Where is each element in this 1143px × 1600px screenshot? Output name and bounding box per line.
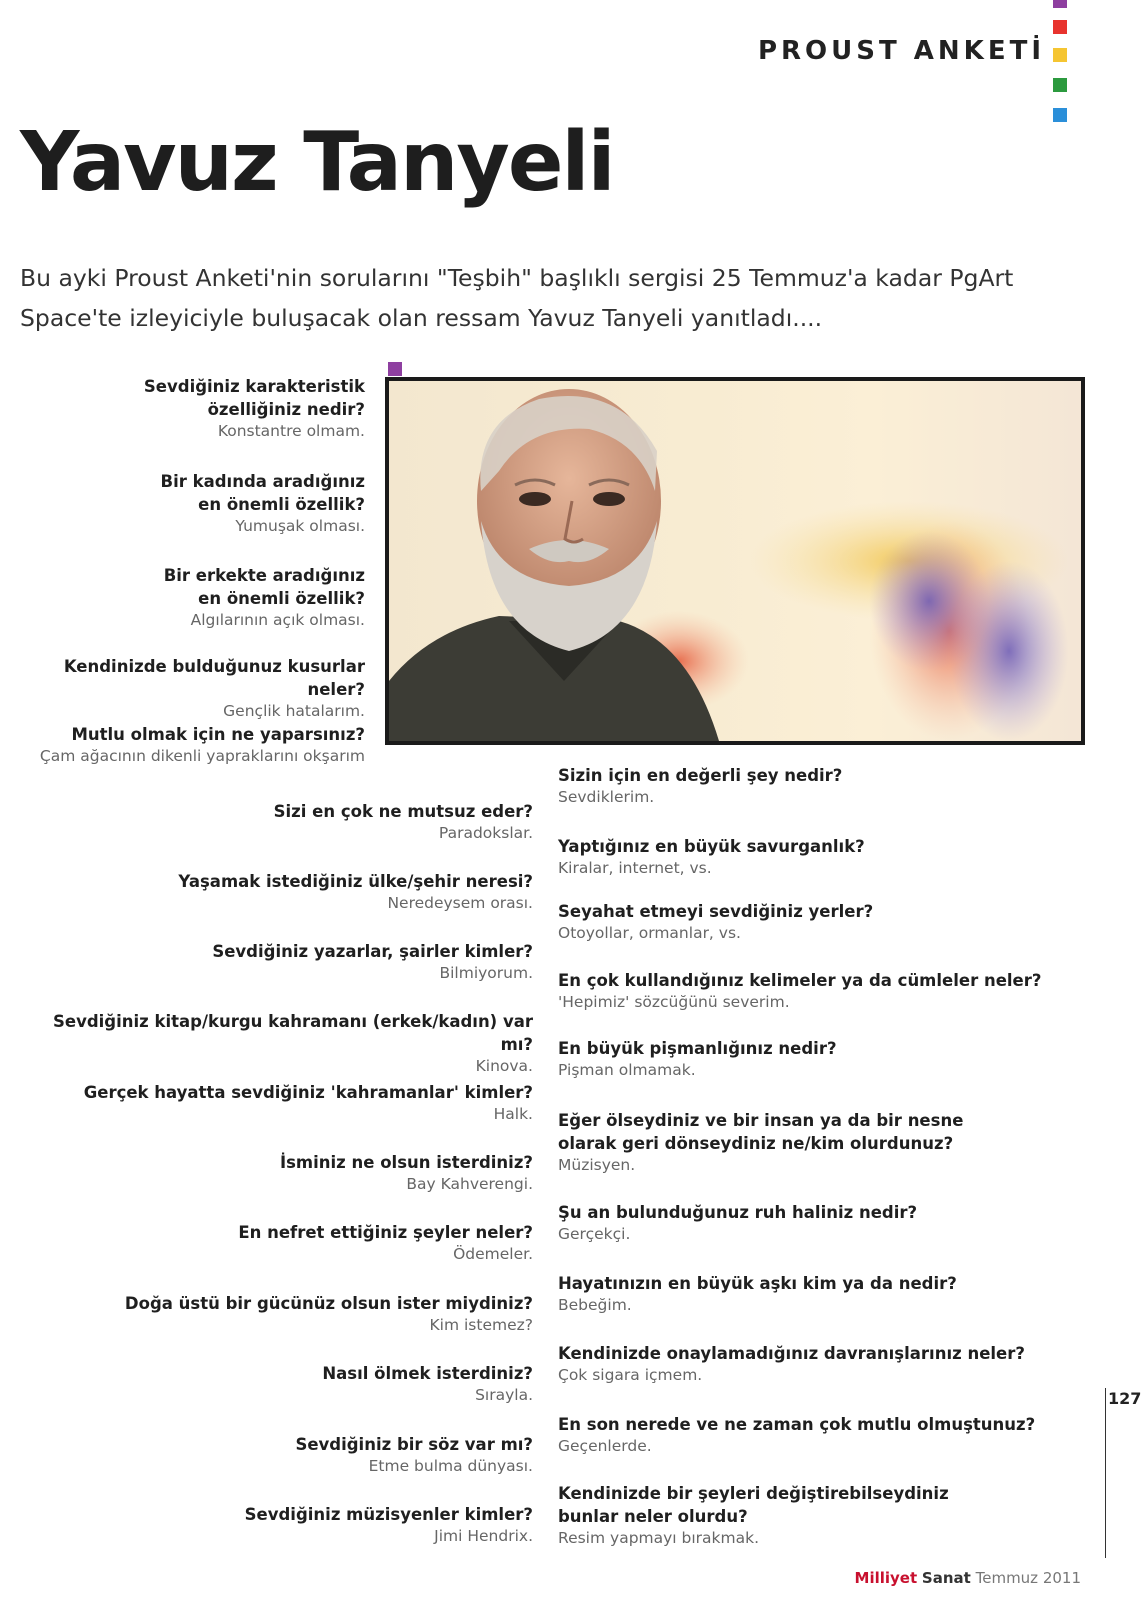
qa-item (558, 1342, 1058, 1386)
answer: Bebeğim. (558, 1296, 632, 1314)
answer: Kinova. (475, 1057, 533, 1075)
color-square-green (1053, 78, 1067, 92)
question: Kendinizde bulduğunuz kusurlar neler? (63, 657, 365, 699)
portrait-photo (385, 377, 1085, 745)
answer: Kim istemez? (429, 1316, 533, 1334)
question: Sizi en çok ne mutsuz eder? (273, 802, 533, 821)
answer: Müzisyen. (558, 1156, 636, 1174)
question: Mutlu olmak için ne yaparsınız? (71, 725, 365, 744)
portrait-illustration (389, 381, 1081, 741)
answer: Ödemeler. (453, 1245, 533, 1263)
question: Sizin için en değerli şey nedir? (558, 766, 843, 785)
qa-item (150, 870, 533, 914)
answer: Çok sigara içmem. (558, 1366, 703, 1384)
qa-item (558, 764, 1028, 808)
qa-item (558, 969, 1058, 1013)
qa-item (150, 1221, 533, 1265)
qa-item (200, 1151, 533, 1195)
qa-item (558, 1482, 978, 1549)
answer: Yumuşak olması. (235, 517, 365, 535)
question: Sevdiğiniz karakteristik özelliğiniz nedir? (143, 377, 365, 419)
qa-item (200, 1362, 533, 1406)
answer: Pişman olmamak. (558, 1061, 696, 1079)
qa-item (558, 1413, 1058, 1457)
footer-brand-milliyet: Milliyet (854, 1569, 918, 1587)
question: Nasıl ölmek isterdiniz? (322, 1364, 533, 1383)
page-number: 127 (1108, 1389, 1142, 1408)
question: Bir erkekte aradığınız en önemli özellik? (163, 566, 365, 608)
question: Bir kadında aradığınız en önemli özellik? (160, 472, 365, 514)
footer-publication (855, 1569, 1081, 1587)
question: Kendinizde bir şeyleri değiştirebilseydiniz bunlar neler olurdu? (558, 1484, 949, 1526)
answer: Gerçekçi. (558, 1225, 631, 1243)
qa-item (180, 800, 533, 844)
answer: Otoyollar, ormanlar, vs. (558, 924, 741, 942)
answer: Bay Kahverengi. (406, 1175, 533, 1193)
section-label: PROUST ANKETİ (757, 36, 1045, 66)
qa-item (100, 1292, 533, 1336)
question: Şu an bulunduğunuz ruh haliniz nedir? (558, 1203, 918, 1222)
qa-item (200, 1433, 533, 1477)
answer: Geçenlerde. (558, 1437, 652, 1455)
qa-item (140, 564, 365, 631)
color-square-blue (1053, 108, 1067, 122)
question: Kendinizde onaylamadığınız davranışlarınız neler? (558, 1344, 1025, 1363)
question: Sevdiğiniz bir söz var mı? (295, 1435, 533, 1454)
question: En çok kullandığınız kelimeler ya da cümleler neler? (558, 971, 1042, 990)
question: Yaşamak istediğiniz ülke/şehir neresi? (178, 872, 533, 891)
answer: Neredeysem orası. (387, 894, 533, 912)
footer-brand-sanat: Sanat (921, 1569, 971, 1587)
question: Sevdiğiniz yazarlar, şairler kimler? (212, 942, 533, 961)
answer: Bilmiyorum. (439, 964, 533, 982)
page-title: Yavuz Tanyeli (20, 115, 614, 210)
page-number-rule (1105, 1388, 1106, 1558)
question: Doğa üstü bir gücünüz olsun ister miydiniz? (124, 1294, 533, 1313)
answer: Paradokslar. (438, 824, 533, 842)
color-square-purple (388, 362, 402, 376)
color-square-red (1053, 20, 1067, 34)
qa-item (10, 723, 365, 767)
answer: Sırayla. (475, 1386, 533, 1404)
qa-item (140, 470, 365, 537)
answer: Çam ağacının dikenli yapraklarını okşarım (39, 747, 365, 765)
answer: Etme bulma dünyası. (368, 1457, 533, 1475)
question: Sevdiğiniz müzisyenler kimler? (244, 1505, 533, 1524)
qa-item (558, 1272, 1028, 1316)
qa-item (60, 1081, 533, 1125)
qa-item (200, 1503, 533, 1547)
question: En nefret ettiğiniz şeyler neler? (238, 1223, 533, 1242)
answer: Halk. (493, 1105, 533, 1123)
qa-item (150, 940, 533, 984)
color-square-purple (1053, 0, 1067, 8)
qa-item (140, 375, 365, 442)
question: Hayatınızın en büyük aşkı kim ya da nedir? (558, 1274, 957, 1293)
qa-item (558, 1037, 1028, 1081)
answer: Gençlik hatalarım. (223, 702, 365, 720)
answer: Algılarının açık olması. (190, 611, 365, 629)
answer: Sevdiklerim. (558, 788, 655, 806)
answer: Kiralar, internet, vs. (558, 859, 712, 877)
answer: Jimi Hendrix. (434, 1527, 533, 1545)
footer-issue-date: Temmuz 2011 (975, 1569, 1081, 1587)
question: Gerçek hayatta sevdiğiniz 'kahramanlar' kimler? (83, 1083, 533, 1102)
answer: 'Hepimiz' sözcüğünü severim. (558, 993, 790, 1011)
qa-item (20, 1010, 533, 1077)
answer: Resim yapmayı bırakmak. (558, 1529, 760, 1547)
intro-paragraph: Bu ayki Proust Anketi'nin sorularını "Teşbih" başlıklı sergisi 25 Temmuz'a kadar PgArt Space'te izleyiciyle buluşacak olan ressam Yavuz Tanyeli yanıtladı.... (20, 264, 1014, 332)
question: En büyük pişmanlığınız nedir? (558, 1039, 837, 1058)
color-square-yellow (1053, 48, 1067, 62)
question: İsminiz ne olsun isterdiniz? (279, 1153, 533, 1172)
qa-item (558, 1201, 1028, 1245)
question: Sevdiğiniz kitap/kurgu kahramanı (erkek/kadın) var mı? (53, 1012, 533, 1054)
qa-item (10, 655, 365, 722)
question: En son nerede ve ne zaman çok mutlu olmuştunuz? (558, 1415, 1036, 1434)
qa-item (558, 1109, 1018, 1176)
question: Yaptığınız en büyük savurganlık? (558, 837, 865, 856)
answer: Konstantre olmam. (217, 422, 365, 440)
question: Seyahat etmeyi sevdiğiniz yerler? (558, 902, 874, 921)
question: Eğer ölseydiniz ve bir insan ya da bir nesne olarak geri dönseydiniz ne/kim olurdunuz? (558, 1111, 964, 1153)
qa-item (558, 900, 1028, 944)
qa-item (558, 835, 1028, 879)
